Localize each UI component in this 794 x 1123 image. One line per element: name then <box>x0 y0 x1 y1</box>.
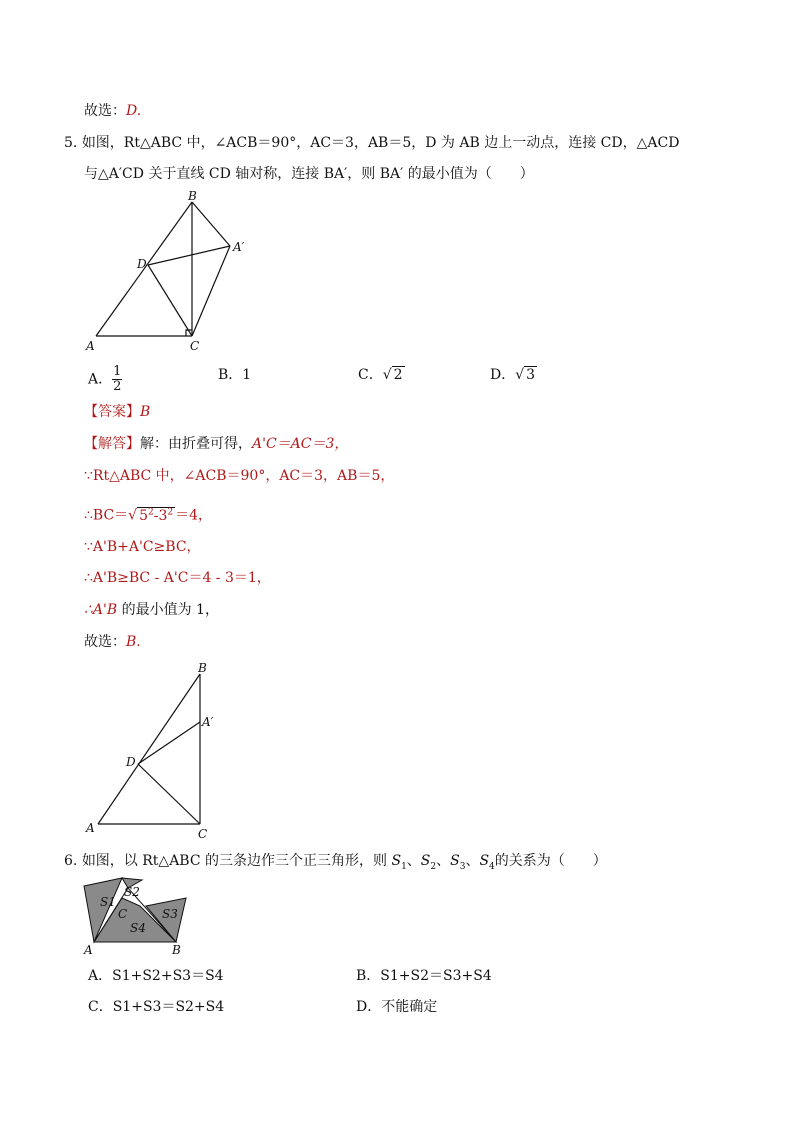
q5-seg-ba <box>192 202 230 246</box>
q5-stem-text1: 如图，Rt△ABC 中，∠ACB＝90°，AC＝3，AB＝5，D 为 AB 边上一动点，连接 CD，△ACD <box>81 135 680 151</box>
q6-stem-line1: 6. 如图，以 Rt△ABC 的三条边作三个正三角形，则 $S_1$、$S_2$、$S_3$、$S_4$的关系为（ ） <box>64 853 607 872</box>
q5s-label-a-prime: A′ <box>202 715 214 729</box>
q5-stem-line1 <box>64 133 679 153</box>
q6-label-s3: S3 <box>162 907 178 921</box>
q5-seg-ca <box>192 246 230 336</box>
q5-option-c-sqrt: √ 2 <box>382 367 403 383</box>
q5s-seg-da <box>138 722 200 764</box>
q5s-label-c: C <box>198 827 208 841</box>
q5-option-a[interactable]: A． $\frac{1}{2}$ <box>88 364 122 394</box>
q5-solution-figure <box>84 660 224 842</box>
q6-option-b[interactable]: B．S1+S2＝S3+S4 <box>356 968 492 984</box>
q6-label-a: A <box>84 943 93 957</box>
q5-analysis-line1: 【解答】解：由折叠可得，A'C＝AC＝3， <box>84 436 349 452</box>
q5-analysis-line6: ∴A'B 的最小值为 1， <box>84 602 219 618</box>
q5-analysis-line3: ∴BC＝√ $5^2-3^2 =4$， <box>84 502 212 526</box>
q5-option-d[interactable]: D．√ 3 <box>490 367 536 383</box>
q5-analysis-line4: ∵A'B+A'C≥BC， <box>84 539 201 555</box>
q5-select-line: 故选：B. <box>84 634 141 650</box>
q5-answer: B <box>140 404 151 420</box>
q5s-seg-cd <box>138 764 200 824</box>
q5-option-c[interactable]: C．√ 2 <box>358 367 403 383</box>
q5-label-b: B <box>188 190 197 203</box>
q5s-label-d: D <box>126 755 136 769</box>
q6-label-c: C <box>118 907 128 921</box>
q5-figure <box>82 190 262 360</box>
q5s-label-a: A <box>86 821 95 835</box>
q5-analysis-tag: 【解答】 <box>84 436 140 452</box>
q5-label-d: D <box>137 257 147 271</box>
q5-seg-da <box>148 246 230 265</box>
q5-answer-tag: 【答案】 <box>84 404 140 420</box>
prev-select-line: 故选：D. <box>84 103 142 119</box>
q5s-label-b: B <box>198 661 207 675</box>
q5-analysis-sqrt: √ $5^2-3^2$ <box>128 507 174 524</box>
q5-label-a: A <box>86 339 95 353</box>
q5-seg-cd <box>148 265 192 336</box>
q6-option-d[interactable]: D．不能确定 <box>356 999 438 1015</box>
q6-option-c[interactable]: C．S1+S3＝S2+S4 <box>88 999 225 1015</box>
q5-label-a-prime: A′ <box>233 240 245 254</box>
q6-figure <box>82 876 194 958</box>
q6-label-s4: S4 <box>130 921 146 935</box>
q5-option-b[interactable]: B．1 <box>218 367 252 383</box>
q6-label-s1: S1 <box>100 895 116 909</box>
q5-option-a-fraction: $\frac{1}{2}$ <box>113 364 122 394</box>
q5-number: 5. <box>64 135 78 151</box>
q5s-seg-ab <box>98 674 200 824</box>
q6-number: 6. <box>64 853 78 869</box>
q6-label-b: B <box>172 943 181 957</box>
q5-label-c: C <box>190 339 200 353</box>
q5-stem-line2: 与△A′CD 关于直线 CD 轴对称，连接 BA′，则 BA′ 的最小值为（ ） <box>84 166 534 182</box>
q5-option-d-sqrt: √ 3 <box>515 367 536 383</box>
q5-analysis-line2: ∵Rt△ABC 中，∠ACB＝90°，AC＝3，AB＝5， <box>84 468 395 484</box>
q6-label-s2: S2 <box>124 885 140 899</box>
q5-analysis-line5: ∴A'B≥BC - A'C＝4 - 3＝1， <box>84 570 271 586</box>
q6-option-a[interactable]: A．S1+S2+S3＝S4 <box>88 968 224 984</box>
q5-answer-line <box>84 402 150 422</box>
